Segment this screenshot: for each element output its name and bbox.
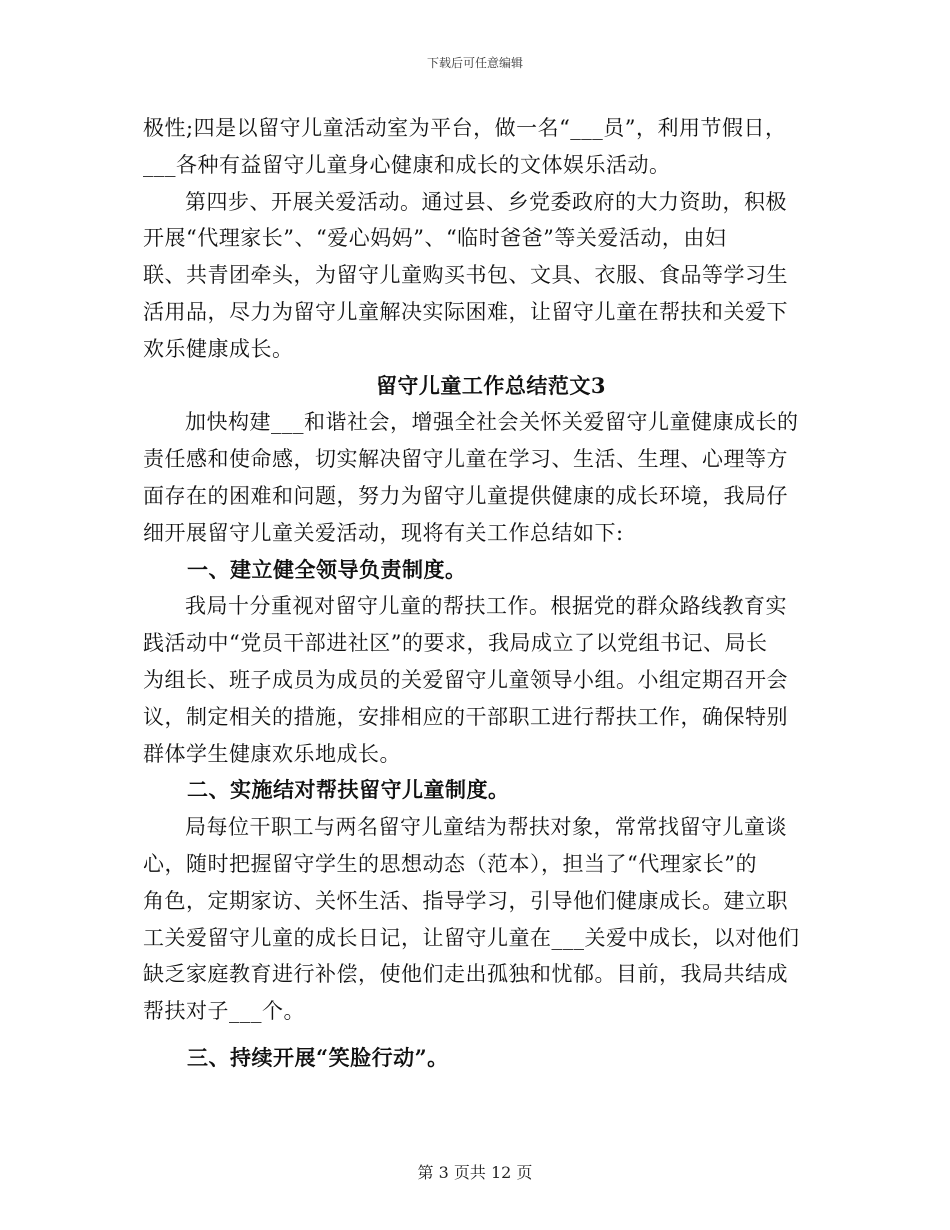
subsection-heading: 二、实施结对帮扶留守儿童制度。 bbox=[187, 777, 510, 803]
paragraph-line: 面存在的困难和问题，努力为留守儿童提供健康的成长环境，我局仔 bbox=[143, 483, 788, 508]
subsection-heading: 三、持续开展“笑脸行动”。 bbox=[187, 1044, 449, 1070]
paragraph-line: 加快构建___和谐社会，增强全社会关怀关爱留守儿童健康成长的 bbox=[185, 410, 799, 435]
subsection-heading: 一、建立健全领导负责制度。 bbox=[187, 556, 467, 582]
paragraph-line: 角色，定期家访、关怀生活、指导学习，引导他们健康成长。建立职 bbox=[143, 888, 788, 913]
paragraph-line: 践活动中“党员干部进社区”的要求，我局成立了以党组书记、局长 bbox=[143, 631, 768, 656]
paragraph-line: 缺乏家庭教育进行补偿，使他们走出孤独和忧郁。目前，我局共结成 bbox=[143, 962, 788, 987]
paragraph-line: 极性;四是以留守儿童活动室为平台，做一名“___员”，利用节假日， bbox=[143, 116, 787, 140]
paragraph-line: 开展“代理家长”、“爱心妈妈”、“临时爸爸”等关爱活动，由妇 bbox=[143, 226, 727, 251]
page-footer: 第 3 页共 12 页 bbox=[417, 1163, 533, 1182]
section-title: 留守儿童工作总结范文3 bbox=[375, 372, 607, 398]
paragraph-line: ___各种有益留守儿童身心健康和成长的文体娱乐活动。 bbox=[143, 152, 671, 177]
paragraph-gap bbox=[143, 1030, 811, 1040]
paragraph-line: 帮扶对子___个。 bbox=[143, 999, 305, 1024]
paragraph-line: 第四步、开展关爱活动。通过县、乡党委政府的大力资助，积极 bbox=[185, 189, 787, 214]
paragraph-line: 心，随时把握留守学生的思想动态（范本），担当了“代理家长”的 bbox=[143, 851, 757, 876]
paragraph-line: 群体学生健康欢乐地成长。 bbox=[143, 741, 401, 766]
paragraph-line: 活用品，尽力为留守儿童解决实际困难，让留守儿童在帮扶和关爱下 bbox=[143, 299, 788, 324]
paragraph-line: 议，制定相关的措施，安排相应的干部职工进行帮扶工作，确保特别 bbox=[143, 704, 788, 729]
paragraph-line: 我局十分重视对留守儿童的帮扶工作。根据党的群众路线教育实 bbox=[185, 594, 787, 619]
page-header-note: 下载后可任意编辑 bbox=[426, 56, 523, 70]
paragraph-line: 工关爱留守儿童的成长日记，让留守儿童在___关爱中成长，以对他们 bbox=[143, 925, 800, 950]
paragraph-line: 联、共青团牵头，为留守儿童购买书包、文具、衣服、食品等学习生 bbox=[143, 263, 788, 288]
paragraph-line: 责任感和使命感，切实解决留守儿童在学习、生活、生理、心理等方 bbox=[143, 447, 788, 472]
document-body bbox=[143, 110, 811, 1077]
paragraph-line: 局每位干职工与两名留守儿童结为帮扶对象，常常找留守儿童谈 bbox=[185, 815, 787, 840]
paragraph-line: 为组长、班子成员为成员的关爱留守儿童领导小组。小组定期召开会 bbox=[143, 667, 788, 692]
paragraph-line: 细开展留守儿童关爱活动，现将有关工作总结如下: bbox=[143, 520, 624, 545]
paragraph-line: 欢乐健康成长。 bbox=[143, 336, 294, 361]
